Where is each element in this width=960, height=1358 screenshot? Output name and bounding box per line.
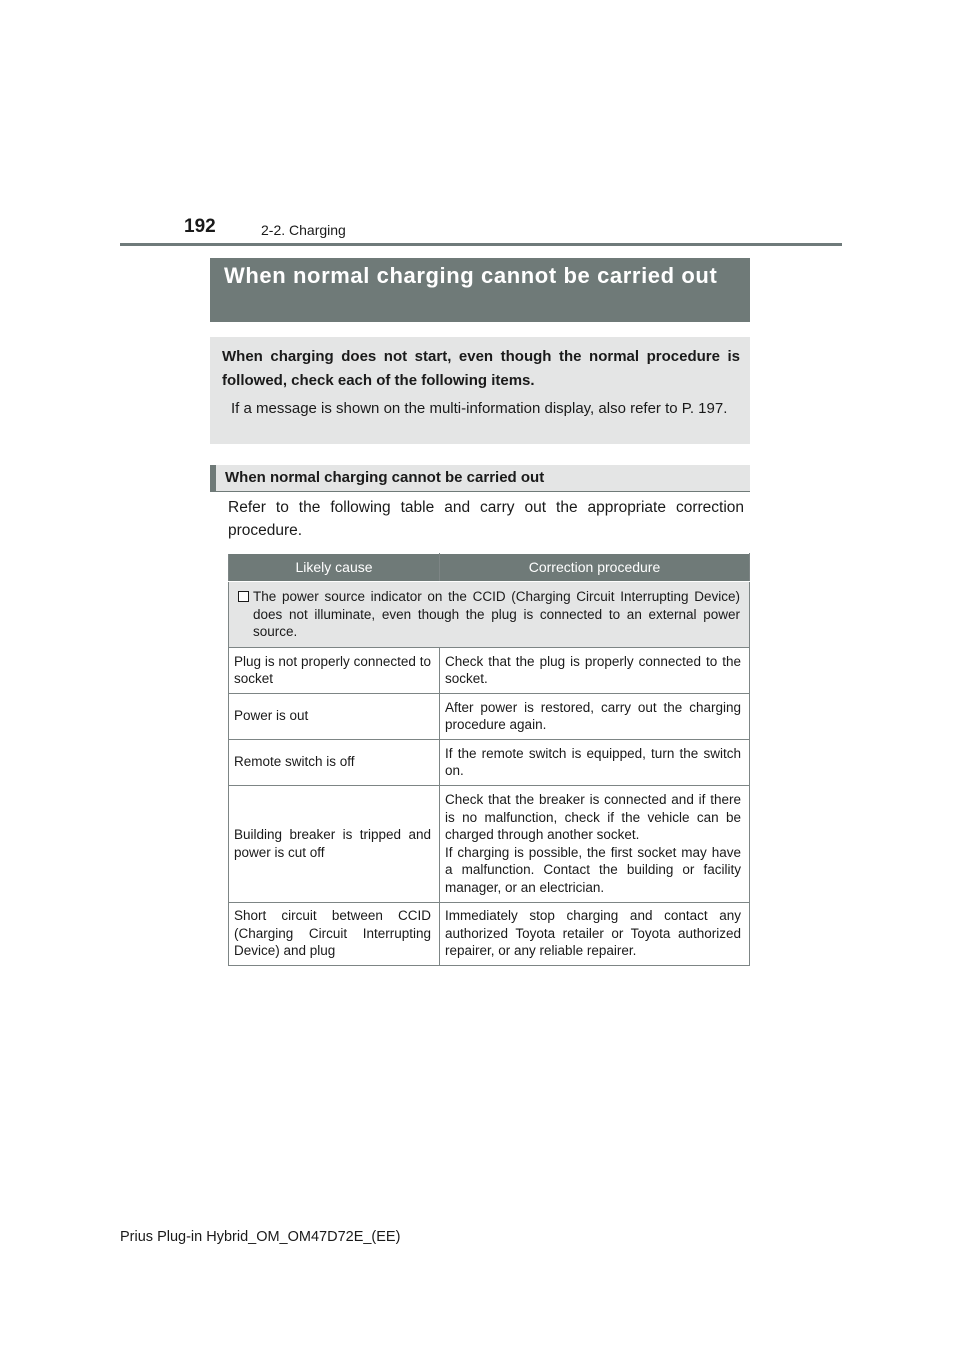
table-row — [229, 785, 750, 902]
table-row — [229, 693, 750, 739]
procedure-text: Check that the breaker is connected and if there is no malfunction, check if the vehicle can be charged through another socket. — [445, 792, 741, 842]
group-label: The power source indicator on the CCID (Charging Circuit Interrupting Device) does not illuminate, even though the plug is connected to an external power source. — [253, 589, 740, 639]
header-correction-procedure: Correction procedure — [440, 554, 750, 582]
table-row — [229, 902, 750, 965]
procedure-cell: Immediately stop charging and contact any authorized Toyota retailer or Toyota authorized repairer, or any reliable repairer. — [440, 902, 750, 965]
table-group-row — [229, 582, 750, 648]
section-label: 2-2. Charging — [261, 222, 346, 238]
procedure-cell: If the remote switch is equipped, turn the switch on. — [440, 739, 750, 785]
cause-table — [228, 553, 750, 966]
page-number: 192 — [184, 216, 216, 237]
page-title: When normal charging cannot be carried out — [224, 263, 718, 288]
procedure-text-2: If charging is possible, the first socket may have a malfunction. Contact the building or facility manager, or an electrician. — [445, 844, 741, 895]
title-box — [210, 258, 750, 322]
cause-cell: Remote switch is off — [229, 739, 440, 785]
intro-box — [210, 337, 750, 444]
table-row — [229, 647, 750, 693]
header-rule — [120, 243, 842, 246]
procedure-cell: Check that the plug is properly connected to the socket. — [440, 647, 750, 693]
procedure-cell — [440, 785, 750, 902]
table-header-row — [229, 554, 750, 582]
subheading: When normal charging cannot be carried out — [225, 469, 545, 486]
header-likely-cause: Likely cause — [229, 554, 440, 582]
body-text: Refer to the following table and carry out the appropriate correction procedure. — [228, 499, 744, 539]
intro-lead: When charging does not start, even though the normal procedure is followed, check each of the following items. — [222, 348, 740, 389]
intro-note: If a message is shown on the multi-information display, also refer to P. 197. — [231, 400, 728, 417]
footer-doc-id: Prius Plug-in Hybrid_OM_OM47D72E_(EE) — [120, 1229, 401, 1245]
procedure-cell: After power is restored, carry out the charging procedure again. — [440, 693, 750, 739]
cause-cell: Short circuit between CCID (Charging Circuit Interrupting Device) and plug — [229, 902, 440, 965]
group-cell — [229, 582, 750, 648]
subheading-bar — [210, 465, 750, 492]
cause-cell: Building breaker is tripped and power is cut off — [229, 785, 440, 902]
checkbox-icon — [238, 591, 249, 602]
cause-cell: Plug is not properly connected to socket — [229, 647, 440, 693]
table-row — [229, 739, 750, 785]
cause-cell: Power is out — [229, 693, 440, 739]
